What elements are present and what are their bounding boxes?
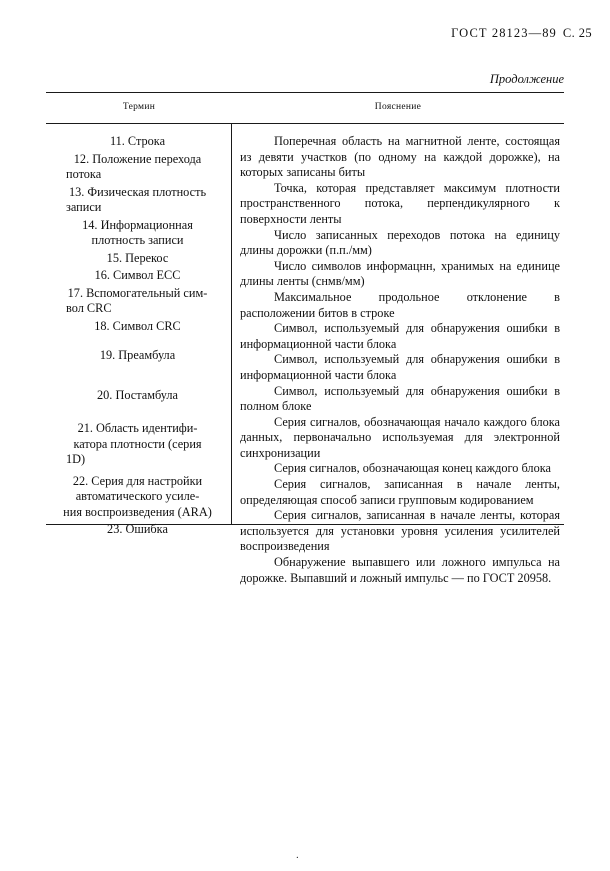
explanation-text: Максимальное продольное отклонение в расположении битов в строке bbox=[240, 289, 560, 320]
table-row bbox=[52, 319, 223, 335]
terms-column bbox=[46, 124, 229, 540]
explanation-text: Символ, используемый для обнаружения ошибки в полном блоке bbox=[240, 383, 560, 414]
explanation-text: Серия сигналов, обозначающая начало каждого блока данных, первоначально используемая для электронной синхронизации bbox=[240, 414, 560, 460]
term-text-cont: автоматического усиле- bbox=[75, 489, 200, 503]
table-row bbox=[52, 251, 223, 267]
table-row bbox=[52, 134, 223, 150]
term-text: 22. Серия для настройки bbox=[72, 473, 203, 488]
standard-number: ГОСТ 28123—89 bbox=[451, 26, 557, 40]
table-row bbox=[52, 421, 223, 437]
term-text-cont: плотность записи bbox=[91, 233, 184, 247]
page-number: С. 25 bbox=[562, 26, 592, 40]
column-header-term: Термин bbox=[122, 102, 156, 112]
table-row bbox=[52, 388, 223, 404]
term-text-cont: ния воспроизведения (ARA) bbox=[63, 504, 212, 519]
explanation-text: Обнаружение выпавшего или ложного импульса на дорожке. Выпавший и ложный импульс — по ГОСТ 20958. bbox=[240, 555, 560, 585]
table-body bbox=[46, 124, 564, 585]
explanation-text: Символ, используемый для обнаружения ошибки в информационной части блока bbox=[240, 352, 560, 382]
table-row bbox=[52, 152, 223, 168]
table-row bbox=[52, 474, 223, 490]
table-row bbox=[52, 268, 223, 284]
page-header bbox=[451, 26, 592, 41]
term-text: 21. Область идентифи- bbox=[77, 421, 198, 435]
term-text: 23. Ошибка bbox=[107, 522, 168, 536]
explanation-text: Символ, используемый для обнаружения ошибки в информационной части блока bbox=[240, 321, 560, 351]
column-header-explanation: Пояснение bbox=[374, 102, 422, 112]
term-text: 19. Преамбула bbox=[99, 348, 176, 362]
explanation-text: Серия сигналов, записанная в начале ленты, которая используется для установки уровня усиления усилителей воспроизведения bbox=[240, 508, 560, 554]
explanation-text: Число символов информацнн, хранимых на единице длины ленты (снмв/мм) bbox=[240, 258, 560, 289]
explanation-text: Точка, которая представляет максимум плотности пространственного потока, перпендикулярного к поверхности ленты bbox=[240, 180, 560, 226]
term-text-cont: потока bbox=[66, 167, 102, 181]
explanation-text: Серия сигналов, обозначающая конец каждого блока bbox=[274, 461, 551, 476]
term-text: 13. Физическая плотность bbox=[68, 184, 207, 199]
explanation-text: Поперечная область на магнитной ленте, состоящая из девяти участков (по одному на каждой дорожке), на которых записаны биты bbox=[240, 134, 560, 180]
term-text: 18. Символ CRC bbox=[94, 318, 181, 333]
table-row bbox=[52, 286, 223, 302]
term-text-cont: катора плотности (серия bbox=[73, 436, 202, 451]
table-row bbox=[52, 185, 223, 201]
explanation-text: Серия сигналов, записанная в начале ленты, определяющая способ записи групповым кодированием bbox=[240, 477, 560, 507]
term-text: 16. Символ ЕСС bbox=[94, 268, 181, 282]
explanations-column bbox=[232, 124, 564, 586]
term-text: 12. Положение перехода bbox=[73, 151, 202, 166]
term-text: 20. Постамбула bbox=[97, 387, 178, 402]
term-text: 11. Строка bbox=[109, 134, 166, 148]
table-row bbox=[52, 348, 223, 364]
table-row bbox=[52, 522, 223, 538]
term-text-cont: записи bbox=[66, 200, 102, 214]
term-text-cont: вол CRC bbox=[66, 301, 112, 315]
term-text: 15. Перекос bbox=[106, 250, 169, 265]
term-text-cont: 1D) bbox=[66, 452, 86, 466]
footer-mark: . bbox=[296, 849, 299, 861]
continued-label: Продолжение bbox=[489, 72, 564, 86]
table-header-row bbox=[46, 93, 564, 123]
table-row bbox=[52, 218, 223, 234]
term-text: 17. Вспомогательный сим- bbox=[67, 285, 208, 300]
term-text: 14. Информационная bbox=[82, 217, 193, 232]
terms-table bbox=[46, 92, 564, 585]
explanation-text: Число записанных переходов потока на единицу длины дорожки (п.п./мм) bbox=[240, 227, 560, 258]
